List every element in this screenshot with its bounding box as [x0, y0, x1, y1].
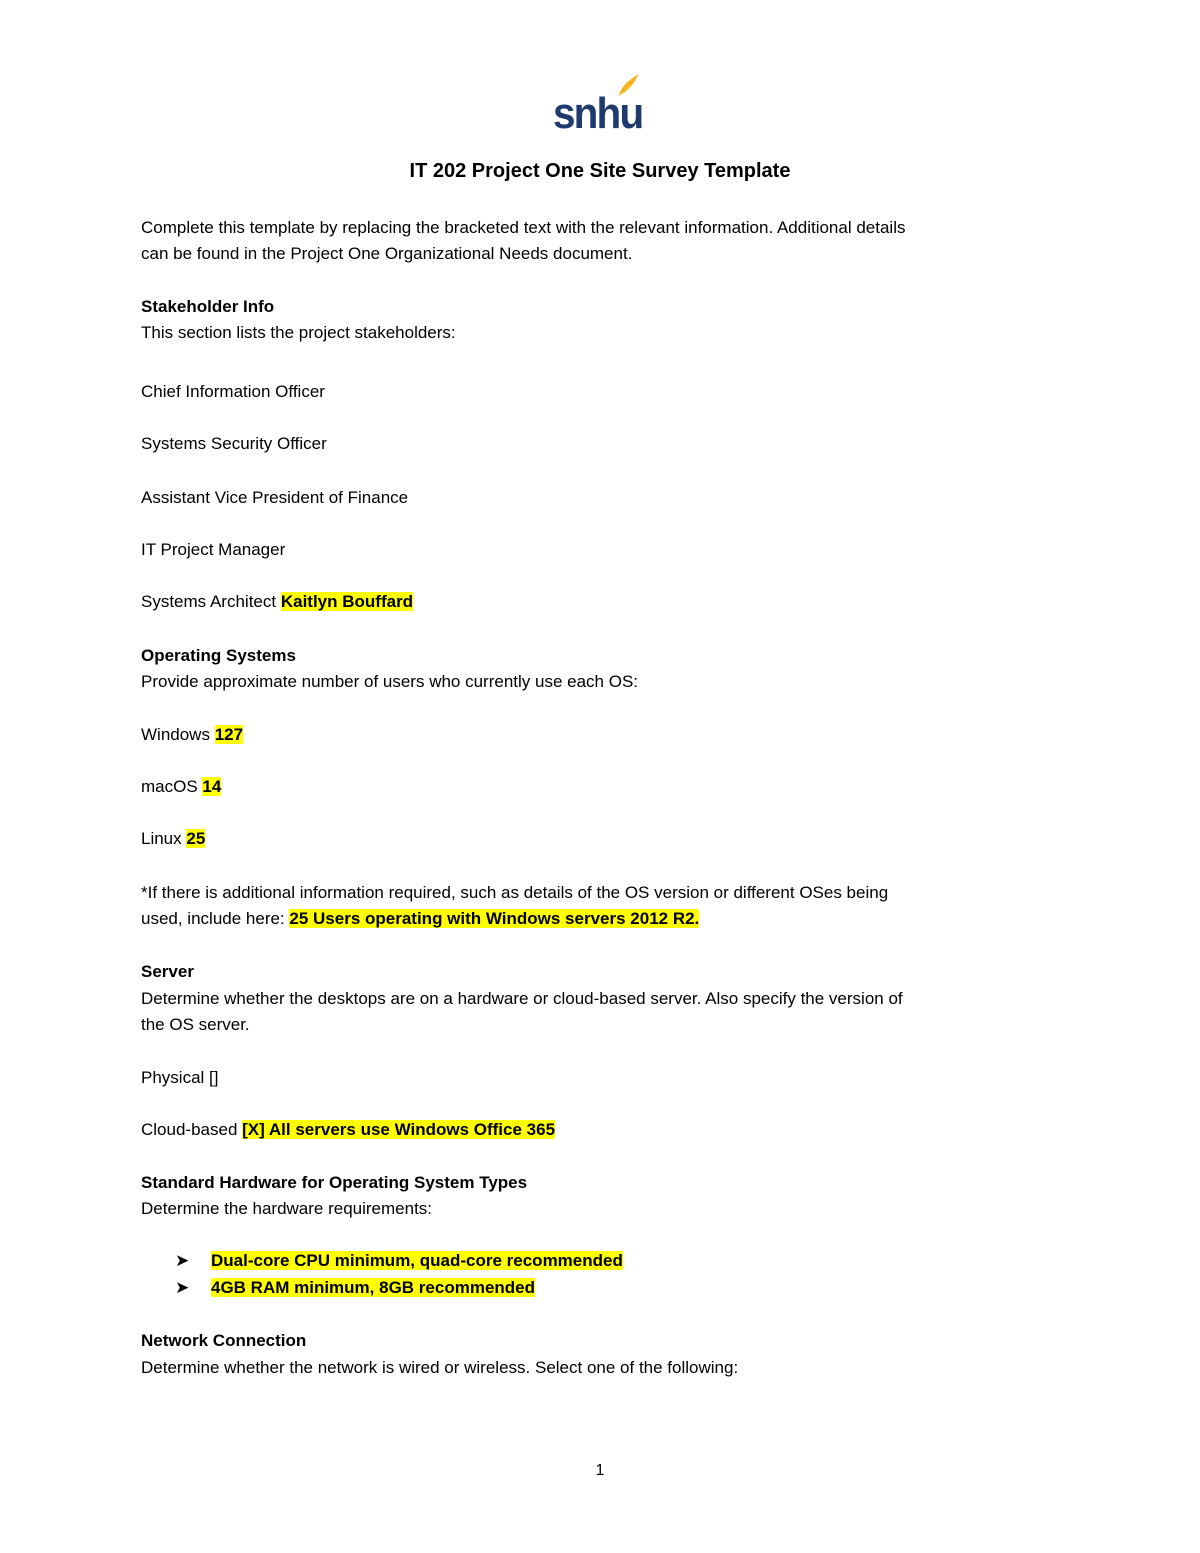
hardware-item: [175, 1275, 535, 1301]
server-physical: Physical []: [141, 1068, 219, 1087]
stakeholder-sso: Systems Security Officer: [141, 434, 327, 453]
additional-label: used, include here:: [141, 909, 285, 928]
macos-value: 14: [202, 777, 222, 796]
architect-label: Systems Architect: [141, 592, 277, 611]
snhu-logo: [553, 72, 648, 136]
hardware-heading: Standard Hardware for Operating System Types: [141, 1173, 528, 1192]
os-macos: [141, 774, 221, 800]
os-additional-line-2: [141, 906, 699, 932]
os-desc: Provide approximate number of users who currently use each OS:: [141, 672, 639, 691]
server-heading: Server: [141, 962, 194, 981]
hardware-item-text: Dual-core CPU minimum, quad-core recommended: [211, 1251, 623, 1270]
cloud-answer: [X] All servers use Windows Office 365: [242, 1120, 556, 1139]
hardware-item: [175, 1248, 623, 1274]
windows-value: 127: [214, 725, 244, 744]
arrow-bullet-icon: ➤: [175, 1278, 190, 1297]
logo-text: snhu: [553, 89, 643, 138]
stakeholder-desc: This section lists the project stakeholders:: [141, 323, 456, 342]
os-additional-line-1: *If there is additional information required, such as details of the OS version or different OSes being: [141, 883, 889, 902]
windows-label: Windows: [141, 725, 210, 744]
network-desc: Determine whether the network is wired or wireless. Select one of the following:: [141, 1358, 739, 1377]
os-linux: [141, 826, 205, 852]
page-title: IT 202 Project One Site Survey Template: [409, 160, 791, 182]
linux-label: Linux: [141, 829, 182, 848]
stakeholder-architect: [141, 589, 413, 615]
stakeholder-pm: IT Project Manager: [141, 540, 286, 559]
os-windows: [141, 722, 243, 748]
architect-name: Kaitlyn Bouffard: [280, 592, 414, 611]
network-heading: Network Connection: [141, 1331, 307, 1350]
hardware-desc: Determine the hardware requirements:: [141, 1199, 433, 1218]
additional-answer: 25 Users operating with Windows servers 2012 R2.: [289, 909, 700, 928]
server-desc-line-1: Determine whether the desktops are on a hardware or cloud-based server. Also specify the version of: [141, 989, 903, 1008]
arrow-bullet-icon: ➤: [175, 1251, 190, 1270]
stakeholder-heading: Stakeholder Info: [141, 297, 275, 316]
linux-value: 25: [186, 829, 206, 848]
server-desc-line-2: the OS server.: [141, 1015, 250, 1034]
os-heading: Operating Systems: [141, 646, 296, 665]
page-number: 1: [595, 1462, 605, 1479]
intro-line-1: Complete this template by replacing the bracketed text with the relevant information. Additional details: [141, 218, 906, 237]
intro-line-2: can be found in the Project One Organizational Needs document.: [141, 244, 633, 263]
stakeholder-cio: Chief Information Officer: [141, 382, 325, 401]
stakeholder-avp: Assistant Vice President of Finance: [141, 488, 409, 507]
cloud-label: Cloud-based: [141, 1120, 238, 1139]
macos-label: macOS: [141, 777, 198, 796]
server-cloud: [141, 1117, 555, 1143]
hardware-item-text: 4GB RAM minimum, 8GB recommended: [211, 1278, 536, 1297]
